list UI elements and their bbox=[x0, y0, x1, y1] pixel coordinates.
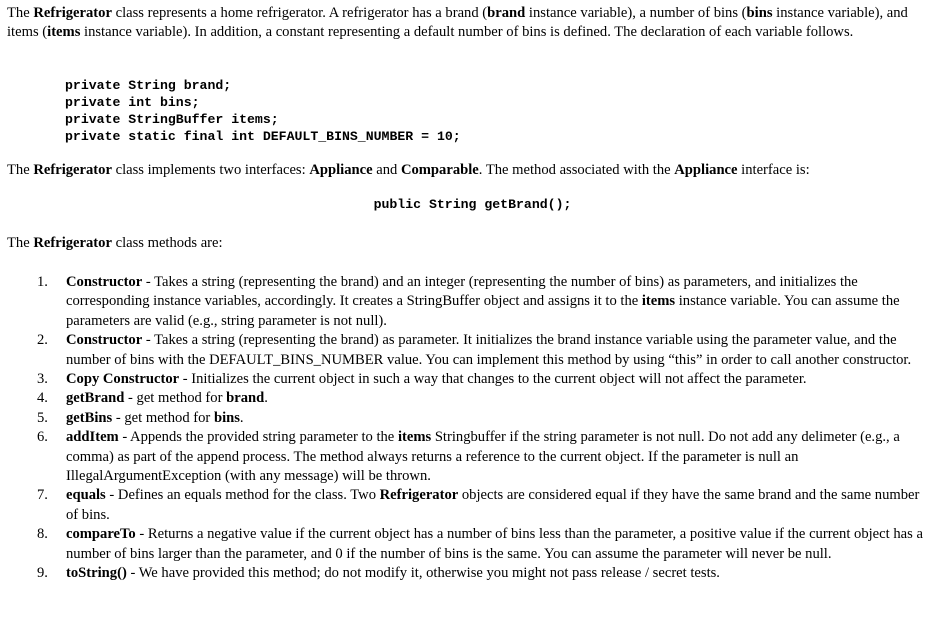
var-brand: brand bbox=[487, 5, 526, 21]
item-number: 5. bbox=[37, 409, 48, 426]
methods-intro-text: class methods are: bbox=[111, 235, 223, 251]
interface-appliance: Appliance bbox=[309, 162, 373, 178]
interface-comparable: Comparable bbox=[400, 162, 479, 178]
method-emphasis: items bbox=[641, 293, 676, 310]
list-item bbox=[0, 486, 929, 525]
method-description: - Appends the provided string parameter to the bbox=[118, 429, 398, 446]
method-name: equals bbox=[66, 487, 106, 504]
list-item bbox=[0, 564, 929, 583]
code-line: private StringBuffer items; bbox=[65, 112, 279, 127]
method-description: - Takes a string (representing the brand) and an integer (representing the number of bins) as parameters, and initializes the corresponding instance variables, accordingly. It creates a StringBuffer object and assigns it to the bbox=[66, 274, 858, 310]
interfaces-text: interface is: bbox=[737, 162, 810, 178]
list-item bbox=[0, 370, 929, 389]
methods-list bbox=[0, 273, 945, 584]
list-item bbox=[0, 331, 929, 370]
intro-text: instance variable), and items ( bbox=[7, 5, 908, 41]
list-item bbox=[0, 428, 929, 486]
method-description: - We have provided this method; do not modify it, otherwise you might not pass release / secret tests. bbox=[126, 565, 720, 582]
methods-intro bbox=[7, 234, 935, 253]
method-signature: public String getBrand(); bbox=[373, 197, 572, 212]
list-item bbox=[0, 525, 929, 564]
method-name: Copy Constructor bbox=[66, 371, 180, 388]
item-number: 4. bbox=[37, 390, 48, 407]
interfaces-text: and bbox=[372, 162, 401, 178]
class-name: Refrigerator bbox=[33, 235, 112, 251]
interfaces-paragraph bbox=[7, 161, 935, 180]
method-name: getBins bbox=[66, 409, 113, 426]
method-name: Constructor bbox=[66, 332, 143, 349]
var-items: items bbox=[47, 24, 81, 41]
list-item bbox=[0, 389, 929, 408]
item-number: 7. bbox=[37, 487, 48, 504]
intro-text: The bbox=[7, 5, 34, 21]
intro-text: instance variable). In addition, a constant representing a default number of bins is defined. The declaration of each variable follows. bbox=[80, 24, 854, 41]
list-item bbox=[0, 273, 929, 331]
method-emphasis: bins bbox=[213, 409, 240, 426]
method-description: - get method for bbox=[112, 409, 214, 426]
list-item bbox=[0, 409, 929, 428]
class-name: Refrigerator bbox=[33, 5, 112, 21]
intro-text: class represents a home refrigerator. A refrigerator has a brand ( bbox=[111, 5, 488, 21]
method-description: objects are considered equal if they have the same brand and the same number of bins. bbox=[66, 487, 920, 523]
intro-paragraph bbox=[7, 4, 935, 43]
item-number: 8. bbox=[37, 526, 48, 543]
methods-intro-text: The bbox=[7, 235, 34, 251]
interfaces-text: class implements two interfaces: bbox=[111, 162, 310, 178]
method-description: - Defines an equals method for the class. Two bbox=[105, 487, 380, 504]
code-line: private int bins; bbox=[65, 95, 200, 110]
method-description: instance variable. You can assume the parameters are valid (e.g., string parameter is not null). bbox=[66, 293, 900, 329]
item-number: 3. bbox=[37, 371, 48, 388]
item-number: 6. bbox=[37, 429, 48, 446]
method-emphasis: brand bbox=[226, 390, 265, 407]
item-number: 2. bbox=[37, 332, 48, 349]
intro-text: instance variable), a number of bins ( bbox=[525, 5, 747, 21]
method-name: compareTo bbox=[66, 526, 136, 543]
code-line: private String brand; bbox=[65, 78, 232, 93]
code-line: private static final int DEFAULT_BINS_NUMBER = 10; bbox=[65, 129, 461, 144]
interface-appliance: Appliance bbox=[674, 162, 738, 178]
var-bins: bins bbox=[746, 5, 773, 21]
method-description: - get method for bbox=[124, 390, 227, 407]
method-emphasis: items bbox=[397, 429, 432, 446]
method-description: - Returns a negative value if the current object has a number of bins less than the parameter, a positive value if the current object has a number of bins larger than the parameter, and 0 if the number of bins is the same. You can assume the parameter will never be null. bbox=[66, 526, 923, 562]
item-number: 9. bbox=[37, 565, 48, 582]
method-description: . bbox=[264, 390, 268, 407]
method-description: - Initializes the current object in such a way that changes to the current object will not affect the parameter. bbox=[179, 371, 807, 388]
method-name: Constructor bbox=[66, 274, 143, 290]
method-description: - Takes a string (representing the brand) as parameter. It initializes the brand instance variable using the parameter value, and the number of bins with the DEFAULT_BINS_NUMBER value. You can implement this method by using “this” in order to call another constructor. bbox=[66, 332, 912, 368]
interfaces-text: . The method associated with the bbox=[478, 162, 675, 178]
method-name: toString() bbox=[66, 565, 127, 582]
interfaces-text: The bbox=[7, 162, 34, 178]
item-number: 1. bbox=[37, 274, 48, 290]
method-emphasis: Refrigerator bbox=[379, 487, 459, 504]
method-description: . bbox=[239, 409, 244, 426]
method-description: Stringbuffer if the string parameter is not null. Do not add any delimeter (e.g., a comma) as part of the append process. The method always returns a reference to the current object. If the parameter is null an IllegalArgumentException (with any message) will be thrown. bbox=[66, 429, 900, 485]
method-name: getBrand bbox=[66, 390, 125, 407]
method-name: addItem bbox=[66, 429, 119, 446]
class-name: Refrigerator bbox=[33, 162, 112, 178]
